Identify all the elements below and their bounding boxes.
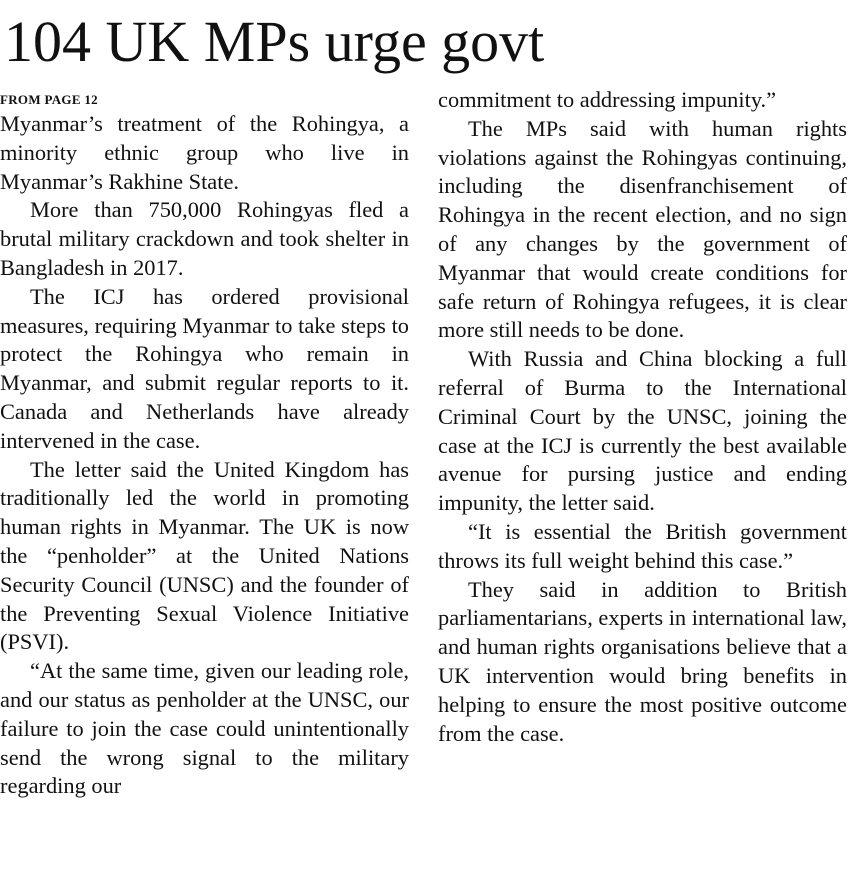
continuation-kicker: FROM PAGE 12 xyxy=(0,92,98,107)
paragraph: The MPs said with human rights violations against the Rohingyas continuing, including the disenfranchisement of Rohingya in the recent election, and no sign of any changes by the government of Myanmar that would create conditions for safe return of Rohingya refugees, it is clear more still needs to be done. xyxy=(438,115,847,343)
paragraph: With Russia and China blocking a full referral of Burma to the International Criminal Court by the UNSC, joining the case at the ICJ is currently the best available avenue for pursing justice and ending impunity, the letter said. xyxy=(438,346,847,516)
article-column-right xyxy=(438,87,847,748)
paragraph: The ICJ has ordered provisional measures, requiring Myanmar to take steps to protect the Rohingya who remain in Myanmar, and submit regular reports to it. Canada and Netherlands have already intervened in the case. xyxy=(0,283,409,453)
article-column-left xyxy=(0,90,409,801)
paragraph: “At the same time, given our leading role, and our status as penholder at the UNSC, our failure to join the case could unintentionally send the wrong signal to the military regarding our xyxy=(0,658,409,799)
headline: 104 UK MPs urge govt xyxy=(4,9,545,74)
paragraph: commitment to addressing impunity.” xyxy=(438,87,777,112)
paragraph: They said in addition to British parliamentarians, experts in international law, and human rights organisations believe that a UK intervention would bring benefits in helping to ensure the most positive outcome from the case. xyxy=(438,576,847,746)
paragraph: Myanmar’s treatment of the Rohingya, a minority ethnic group who live in Myanmar’s Rakhine State. xyxy=(0,111,409,194)
paragraph: “It is essential the British government throws its full weight behind this case.” xyxy=(438,518,847,573)
paragraph: More than 750,000 Rohingyas fled a brutal military crackdown and took shelter in Bangladesh in 2017. xyxy=(0,197,409,280)
paragraph: The letter said the United Kingdom has traditionally led the world in promoting human rights in Myanmar. The UK is now the “penholder” at the United Nations Security Council (UNSC) and the founder of the Preventing Sexual Violence Initiative (PSVI). xyxy=(0,456,409,655)
